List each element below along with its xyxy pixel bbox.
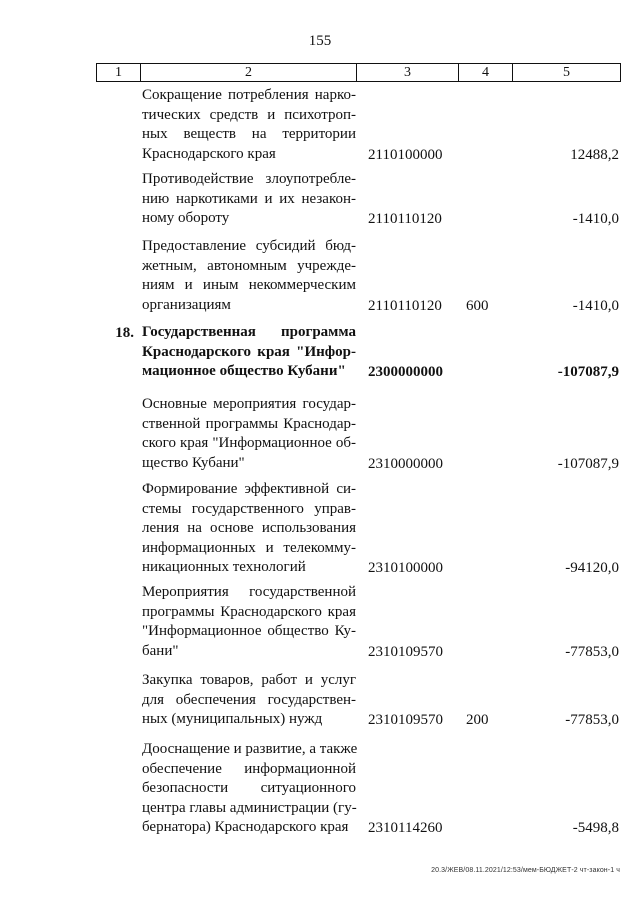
row-description [142,583,356,661]
column-header-4: 4 [459,64,513,82]
row-description-line: Формирование эффективной си- [142,481,356,497]
row-description-line: Сокращение потребления нарко- [142,87,356,103]
row-description-line: ных веществ на территории [142,126,356,142]
row-description [142,480,356,578]
column-header-3: 3 [357,64,459,82]
row-description [142,395,356,473]
row-target-code: 2300000000 [368,364,443,380]
row-description-line: Дооснащение и развитие, а также [142,741,358,757]
row-amount: -1410,0 [572,211,619,227]
row-target-code: 2310000000 [368,455,443,472]
column-header-2: 2 [141,64,357,82]
row-description-line: мационное общество Кубани" [142,363,346,379]
row-target-code: 2310109570 [368,712,443,728]
row-target-code: 2110110120 [368,211,442,227]
row-description-line: безопасности ситуационного [142,780,356,796]
row-description-line: центра главы администрации (гу- [142,799,357,816]
column-header-5: 5 [513,64,621,82]
row-description [142,323,356,382]
row-description-line: ных (муниципальных) нужд [142,711,323,727]
footer-stamp: 20.3/ЖЕВ/08.11.2021/12:53/мем-БЮДЖЕТ-2 чт-закон-1 ч [431,867,620,874]
row-description-line: тических средств и психотроп- [142,106,356,123]
row-description [142,740,356,838]
row-description-line: щество Кубани" [142,454,245,471]
row-number: 18. [115,325,134,341]
row-target-code: 2110100000 [368,146,443,163]
page-number: 155 [308,33,332,49]
row-target-code: 2310114260 [368,820,443,836]
row-description-line: Предоставление субсидий бюд- [142,238,356,254]
row-description-line: Основные мероприятия государ- [142,396,356,412]
row-amount: -77853,0 [565,643,619,660]
column-header-1: 1 [97,64,141,82]
row-amount: -94120,0 [565,560,619,576]
row-amount: -107087,9 [557,455,619,472]
row-description-line: нию наркотиками и их незакон- [142,190,356,207]
row-description-line: стемы государственного управ- [142,500,356,517]
row-description-line: для обеспечения государствен- [142,691,356,708]
row-description-line: ского края "Информационное об- [142,435,356,451]
row-description [142,671,356,730]
row-description-line: бани" [142,642,179,659]
row-description [142,86,356,164]
row-description-line: ления на основе использования [142,520,356,536]
row-description-line: Закупка товаров, работ и услуг [142,672,356,688]
row-description-line: Противодействие злоупотребле- [142,171,356,187]
row-description [142,237,356,315]
row-amount: -1410,0 [572,297,619,314]
row-description-line: программы Краснодарского края [142,603,356,620]
row-description-line: организациям [142,296,231,313]
row-description-line: Краснодарского края [142,145,276,162]
row-description-line: Краснодарского края "Инфор- [142,343,356,360]
row-amount: -77853,0 [565,712,619,728]
row-description-line: обеспечение информационной [142,760,356,777]
row-description-line: никационных технологий [142,559,306,575]
row-expense-type: 200 [466,712,489,728]
row-amount: -107087,9 [557,364,619,380]
row-expense-type: 600 [466,297,489,314]
row-description-line: ственной программы Краснодар- [142,415,356,432]
row-description [142,170,356,229]
row-description-line: ниям и иным некоммерческим [142,277,356,293]
row-description-line: "Информационное общество Ку- [142,623,356,639]
row-description-line: жетным, автономным учрежде- [142,257,356,274]
row-amount: 12488,2 [570,146,619,163]
row-description-line: Мероприятия государственной [142,584,356,600]
row-description-line: бернатора) Краснодарского края [142,819,349,835]
row-target-code: 2310109570 [368,643,443,660]
row-description-line: Государственная программа [142,324,356,340]
row-target-code: 2310100000 [368,560,443,576]
row-description-line: ному обороту [142,210,230,226]
row-amount: -5498,8 [572,820,619,836]
row-description-line: информационных и телекомму- [142,539,356,556]
row-target-code: 2110110120 [368,297,442,314]
